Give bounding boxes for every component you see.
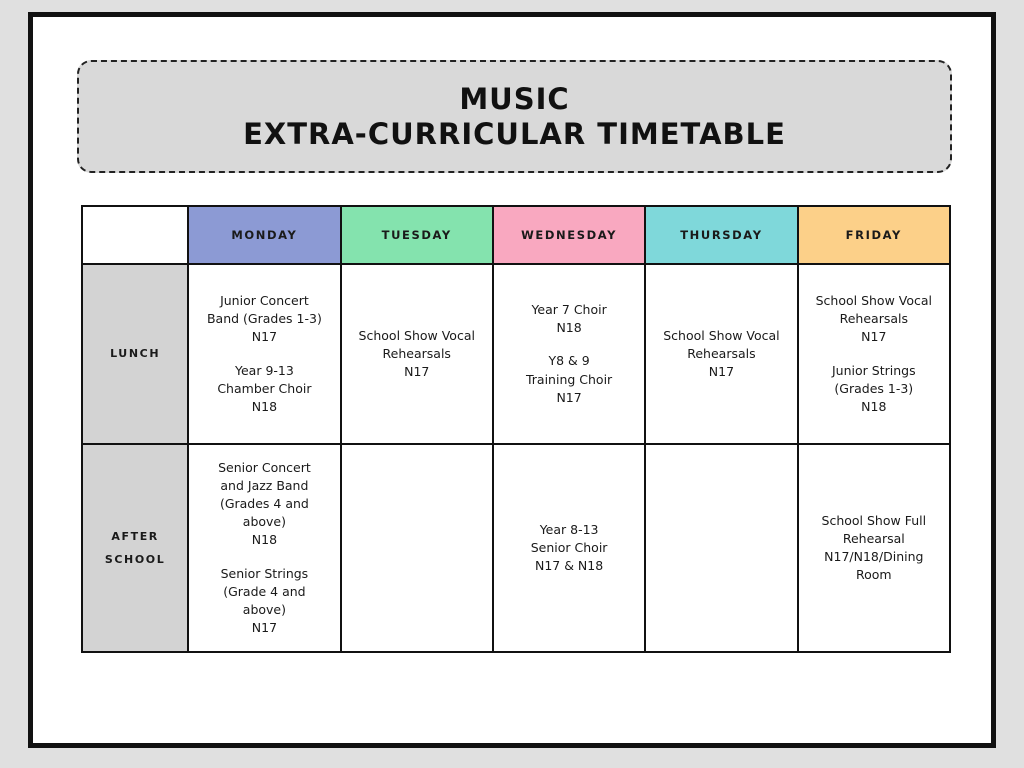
page-title-line-1: MUSIC (459, 82, 570, 117)
activity-block: Year 9-13 Chamber Choir N18 (217, 362, 312, 414)
poster-page (28, 12, 996, 748)
day-header-thursday: THURSDAY (645, 206, 797, 264)
cell-lunch-wednesday (493, 264, 645, 444)
cell-lunch-friday (798, 264, 950, 444)
timetable-body (82, 264, 950, 652)
table-header-row (82, 206, 950, 264)
day-header-tuesday: TUESDAY (341, 206, 493, 264)
title-banner (77, 60, 952, 173)
cell-lunch-thursday (645, 264, 797, 444)
day-header-monday: MONDAY (188, 206, 340, 264)
activity-block: Senior Strings (Grade 4 and above) N17 (220, 565, 309, 635)
cell-after-wednesday (493, 444, 645, 652)
activity-block: School Show Vocal Rehearsals N17 (663, 327, 780, 380)
cell-lunch-tuesday (341, 264, 493, 444)
table-row-lunch (82, 264, 950, 444)
header-corner-cell (82, 206, 188, 264)
activity-block: Senior Concert and Jazz Band (Grades 4 and above) N18 (218, 459, 311, 548)
cell-after-tuesday (341, 444, 493, 652)
cell-after-thursday (645, 444, 797, 652)
cell-after-friday (798, 444, 950, 652)
activity-block: Year 7 Choir N18 (531, 302, 607, 336)
day-header-wednesday: WEDNESDAY (493, 206, 645, 264)
activity-block: School Show Vocal Rehearsals N17 (358, 327, 475, 380)
activity-block: School Show Vocal Rehearsals N17 (815, 293, 932, 345)
activity-block: Year 8-13 Senior Choir N17 & N18 (530, 521, 608, 574)
page-title-line-2: EXTRA-CURRICULAR TIMETABLE (243, 116, 786, 151)
timetable (81, 205, 951, 653)
activity-block: Y8 & 9 Training Choir N17 (525, 353, 613, 405)
table-row-after-school (82, 444, 950, 652)
activity-block: Junior Concert Band (Grades 1-3) N17 (206, 293, 322, 345)
timetable-header (82, 206, 950, 264)
row-label-lunch: LUNCH (82, 264, 188, 444)
activity-block: Junior Strings (Grades 1-3) N18 (832, 362, 916, 414)
cell-lunch-monday (188, 264, 340, 444)
cell-after-monday (188, 444, 340, 652)
row-label-after-school: AFTER SCHOOL (82, 444, 188, 652)
activity-block: School Show Full Rehearsal N17/N18/Dining Room (821, 512, 927, 583)
day-header-friday: FRIDAY (798, 206, 950, 264)
